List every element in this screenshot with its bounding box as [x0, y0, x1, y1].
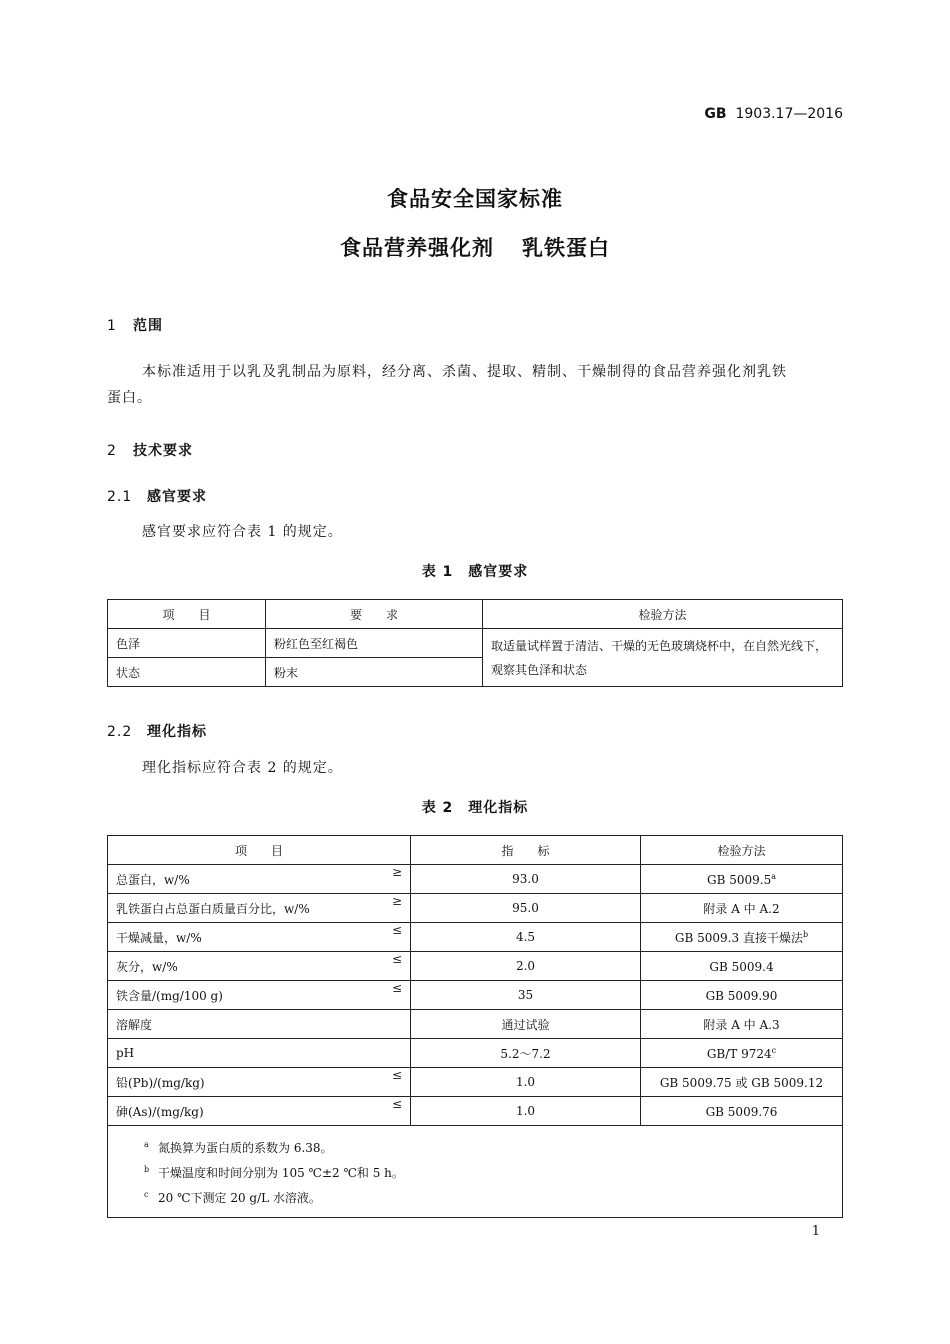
table-2-caption: 表 2 理化指标	[421, 800, 529, 816]
method-text: 附录 A 中 A.3	[703, 1017, 780, 1032]
table-1-caption: 表 1 感官要求	[421, 564, 529, 580]
table-1	[107, 599, 843, 687]
section-number: 2.2	[107, 724, 133, 740]
footnote-text: 氮换算为蛋白质的系数为 6.38。	[158, 1141, 333, 1155]
cell-method	[641, 1010, 843, 1039]
comparison-symbol: ≤	[391, 1068, 402, 1082]
cell-method	[641, 923, 843, 952]
item-label: pH	[116, 1046, 135, 1060]
item-label: 乳铁蛋白占总蛋白质量百分比，w/%	[116, 901, 310, 916]
footnote-text: 干燥温度和时间分别为 105 ℃±2 ℃和 5 h。	[158, 1166, 404, 1180]
cell-method	[641, 981, 843, 1010]
cell-method	[641, 952, 843, 981]
header-value: 指 标	[411, 836, 641, 865]
cell-item	[108, 952, 411, 981]
footnote-mark: b	[144, 1165, 150, 1174]
page-number: 1	[811, 1224, 820, 1239]
item-label: 溶解度	[116, 1017, 153, 1032]
section-title: 理化指标	[147, 724, 207, 740]
header-method: 检验方法	[483, 600, 843, 629]
cell-value: 4.5	[411, 923, 641, 952]
cell-item	[108, 865, 411, 894]
cell-requirement: 粉末	[266, 658, 483, 687]
method-text: GB 5009.75 或 GB 5009.12	[659, 1075, 824, 1090]
subtitle-part-b: 乳铁蛋白	[522, 236, 610, 260]
method-text: GB 5009.5	[707, 872, 772, 887]
header-item: 项 目	[108, 836, 411, 865]
cell-method	[641, 865, 843, 894]
cell-item	[108, 923, 411, 952]
footnote-text: 20 ℃下测定 20 g/L 水溶液。	[158, 1191, 321, 1205]
method-text: GB 5009.90	[705, 988, 778, 1003]
footnote	[144, 1134, 830, 1159]
cell-item	[108, 1068, 411, 1097]
section-number: 2.1	[107, 489, 133, 505]
table-row	[108, 923, 843, 952]
footnote	[144, 1184, 830, 1209]
section-title: 技术要求	[133, 443, 193, 459]
standard-number	[650, 106, 843, 122]
section-number: 2	[107, 443, 117, 459]
method-text: 附录 A 中 A.2	[703, 901, 780, 916]
cell-item	[108, 1010, 411, 1039]
table-row	[108, 1097, 843, 1126]
cell-value: 93.0	[411, 865, 641, 894]
table-row	[108, 1068, 843, 1097]
footnote-mark: c	[144, 1190, 149, 1199]
method-text: GB 5009.3 直接干燥法	[674, 930, 803, 945]
section-number: 1	[107, 318, 117, 334]
section-2-1-text: 感官要求应符合表 1 的规定。	[142, 524, 343, 540]
section-2-2-text: 理化指标应符合表 2 的规定。	[142, 760, 343, 776]
cell-value: 95.0	[411, 894, 641, 923]
section-title: 感官要求	[147, 489, 207, 505]
table-header-row	[108, 600, 843, 629]
section-2-2-heading	[107, 721, 207, 741]
method-text: GB/T 9724	[706, 1046, 772, 1061]
cell-item	[108, 1097, 411, 1126]
header-method: 检验方法	[641, 836, 843, 865]
table-row	[108, 981, 843, 1010]
item-label: 砷(As)/(mg/kg)	[116, 1104, 204, 1119]
section-2-heading	[107, 440, 193, 460]
cell-item	[108, 894, 411, 923]
comparison-symbol: ≤	[391, 923, 402, 937]
item-label: 灰分，w/%	[116, 959, 178, 974]
cell-value: 35	[411, 981, 641, 1010]
cell-method: 取适量试样置于清洁、干燥的无色玻璃烧杯中，在自然光线下，观察其色泽和状态	[483, 629, 843, 687]
table-row	[108, 629, 843, 658]
comparison-symbol: ≤	[391, 1097, 402, 1111]
cell-requirement: 粉红色至红褐色	[266, 629, 483, 658]
comparison-symbol: ≥	[391, 894, 402, 908]
cell-item: 状态	[108, 658, 266, 687]
table-row	[108, 952, 843, 981]
comparison-symbol: ≤	[391, 981, 402, 995]
footnote-mark: b	[802, 929, 809, 939]
section-title: 范围	[133, 318, 163, 334]
comparison-symbol: ≤	[391, 952, 402, 966]
table-row	[108, 1010, 843, 1039]
item-label: 铁含量/(mg/100 g)	[116, 988, 223, 1003]
standard-prefix: GB	[704, 106, 727, 122]
table-row	[108, 1039, 843, 1068]
table-notes-row	[108, 1126, 843, 1218]
cell-value: 1.0	[411, 1097, 641, 1126]
cell-value: 1.0	[411, 1068, 641, 1097]
section-1-text-line1: 本标准适用于以乳及乳制品为原料，经分离、杀菌、提取、精制、干燥制得的食品营养强化剂乳铁	[142, 364, 787, 380]
footnote-mark: a	[144, 1140, 149, 1149]
cell-method	[641, 1097, 843, 1126]
document-title: 食品安全国家标准	[387, 187, 563, 211]
document-subtitle	[0, 232, 950, 262]
table-2	[107, 835, 843, 1218]
table-row	[108, 865, 843, 894]
method-text: GB 5009.4	[709, 959, 774, 974]
header-item: 项 目	[108, 600, 266, 629]
comparison-symbol: ≥	[391, 865, 402, 879]
cell-method	[641, 1039, 843, 1068]
item-label: 总蛋白，w/%	[116, 872, 190, 887]
cell-value: 5.2～7.2	[411, 1039, 641, 1068]
section-1-heading	[107, 315, 163, 335]
table-header-row	[108, 836, 843, 865]
table-row	[108, 894, 843, 923]
cell-item	[108, 1039, 411, 1068]
cell-item	[108, 981, 411, 1010]
standard-code: 1903.17—2016	[735, 106, 843, 122]
subtitle-part-a: 食品营养强化剂	[340, 236, 494, 260]
cell-method	[641, 1068, 843, 1097]
footnote-mark: c	[771, 1045, 777, 1055]
cell-item: 色泽	[108, 629, 266, 658]
cell-method	[641, 894, 843, 923]
method-text: GB 5009.76	[705, 1104, 778, 1119]
item-label: 干燥减量，w/%	[116, 930, 202, 945]
cell-value: 2.0	[411, 952, 641, 981]
footnote-mark: a	[771, 871, 776, 881]
header-requirement: 要 求	[266, 600, 483, 629]
section-2-1-heading	[107, 486, 207, 506]
item-label: 铅(Pb)/(mg/kg)	[116, 1075, 205, 1090]
cell-value: 通过试验	[411, 1010, 641, 1039]
footnote	[144, 1159, 830, 1184]
section-1-text-line2: 蛋白。	[107, 390, 152, 406]
table-notes	[108, 1126, 843, 1218]
